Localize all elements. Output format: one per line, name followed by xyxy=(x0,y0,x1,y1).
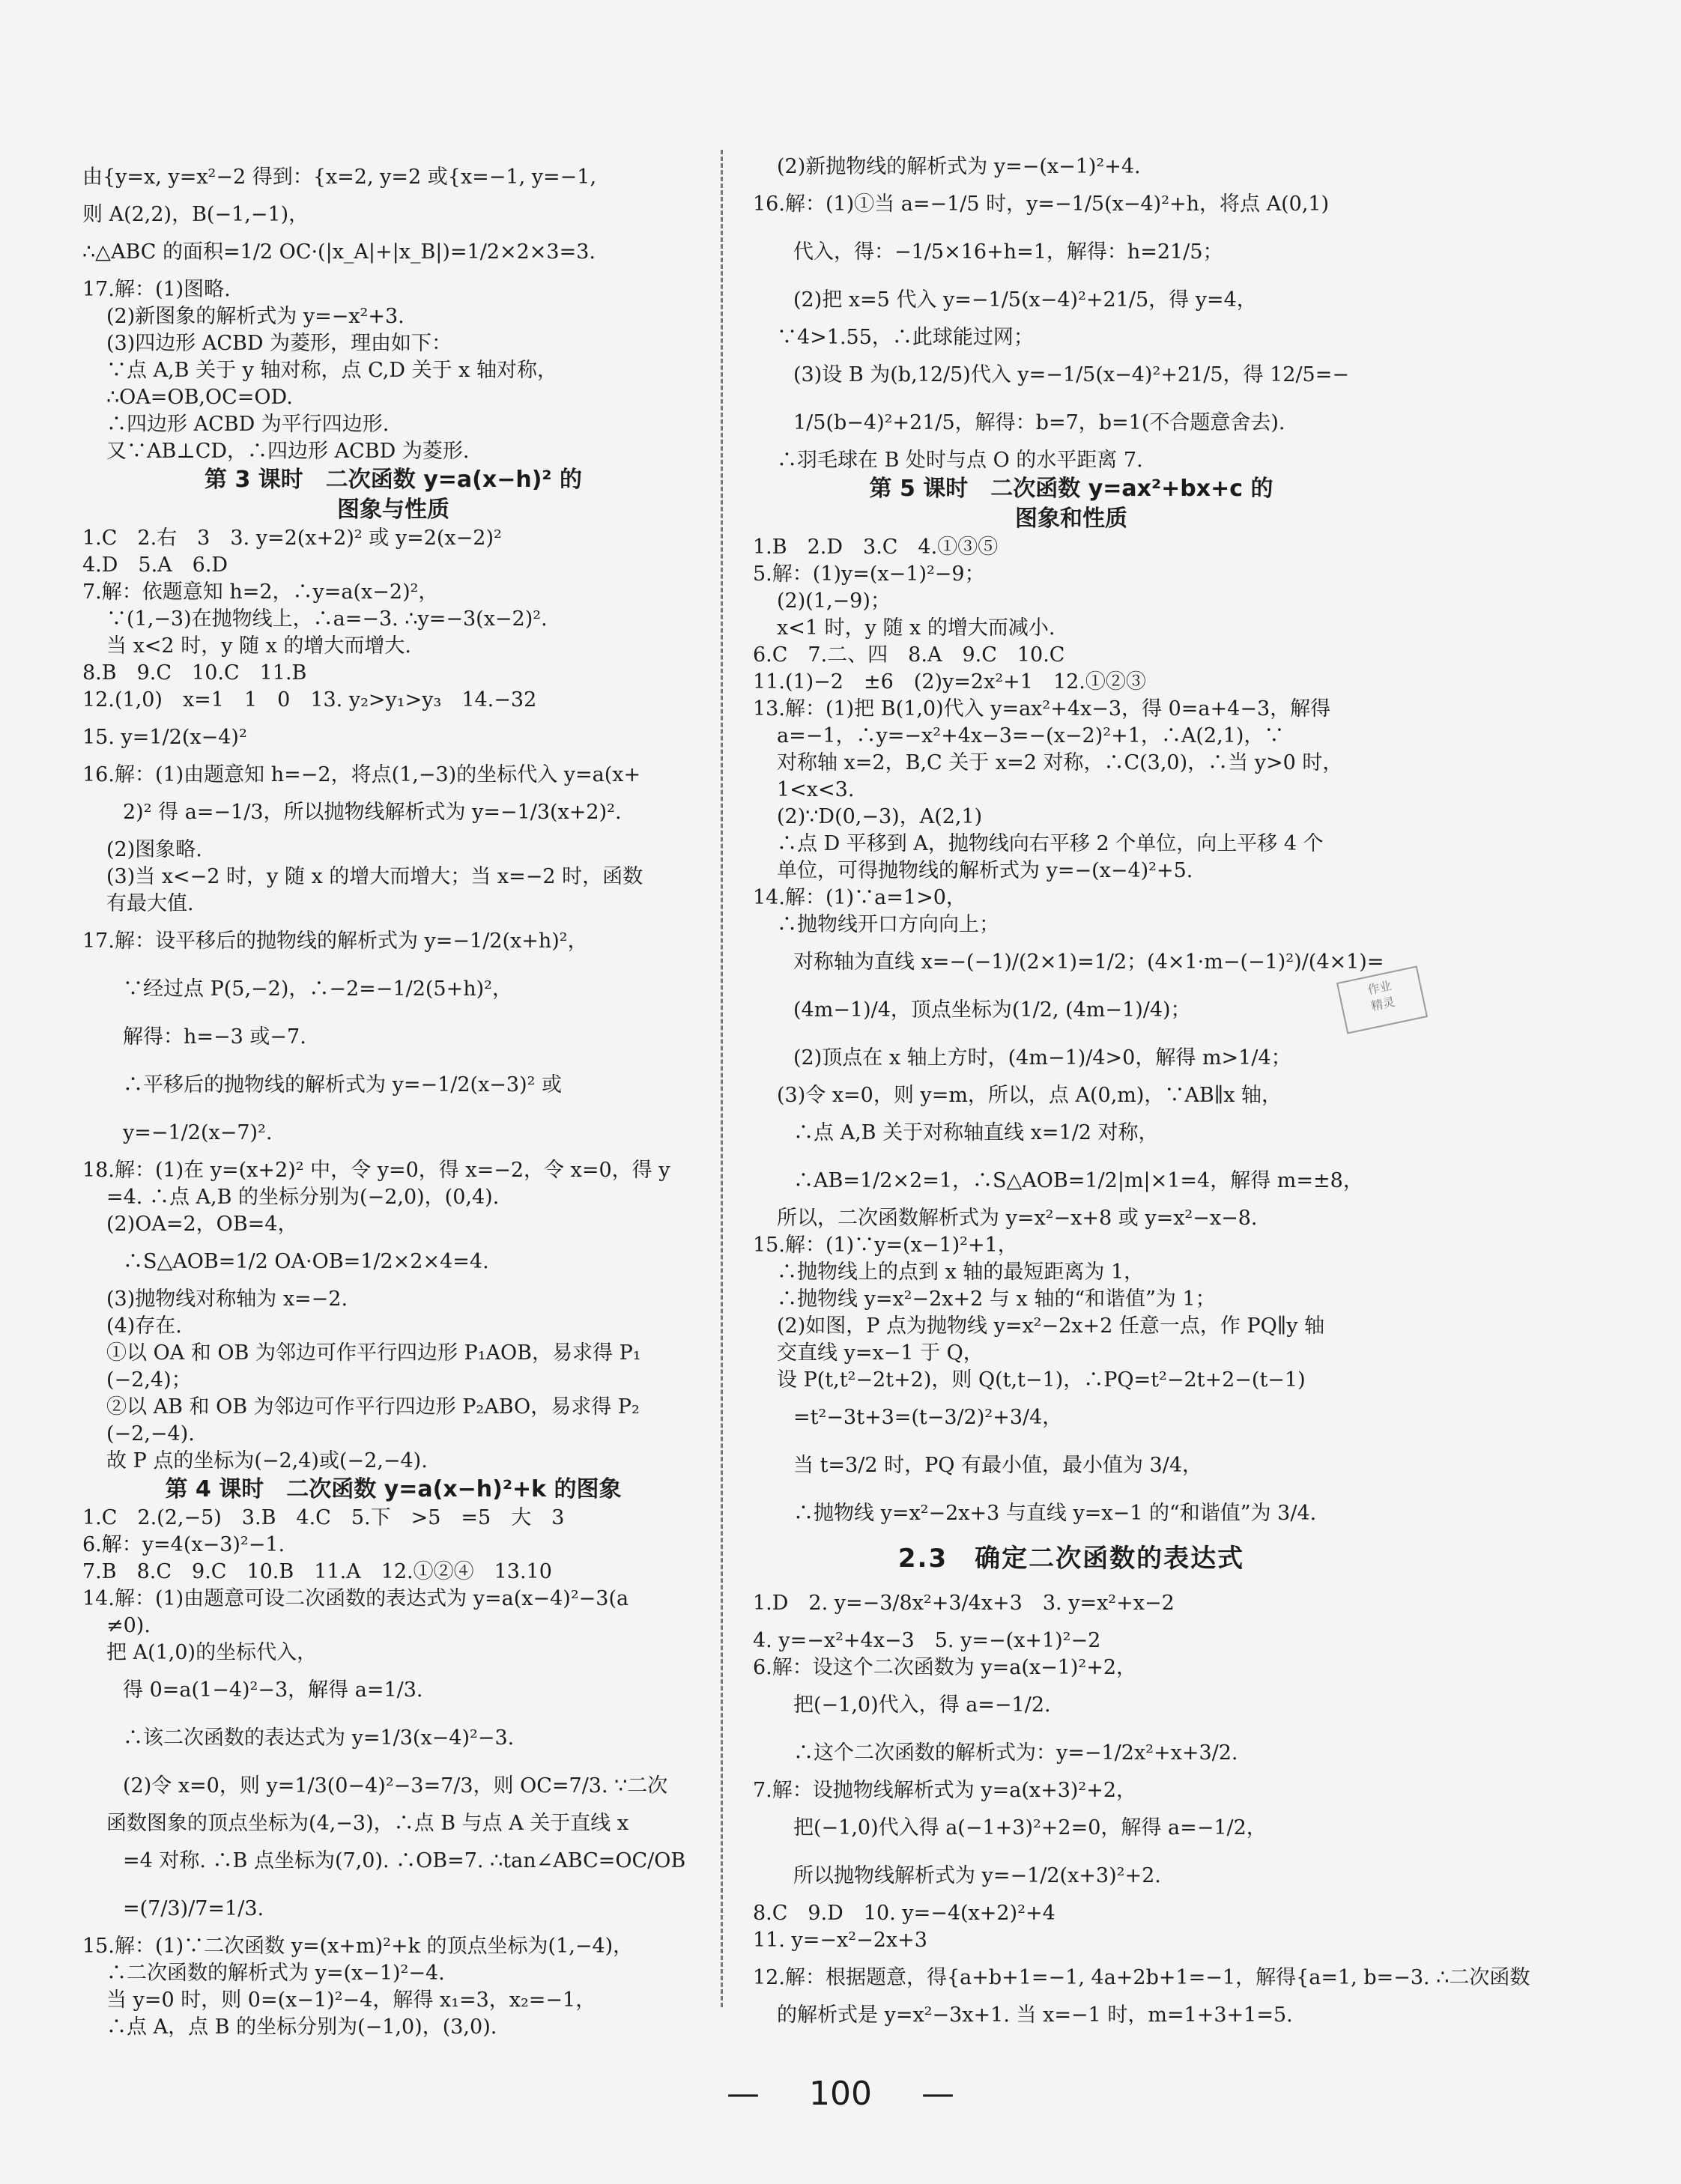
answer-line: 17.解：(1)图略. xyxy=(82,278,231,301)
answer-line: ①以 OA 和 OB 为邻边可作平行四边形 P₁AOB，易求得 P₁ xyxy=(106,1341,641,1365)
left-column xyxy=(82,154,704,2041)
answer-line: (2)新图象的解析式为 y=−x²+3. xyxy=(106,305,405,328)
answer-line: 有最大值. xyxy=(106,892,194,915)
answer-line: 14.解：(1)∵a=1>0， xyxy=(753,886,966,909)
answer-line: =4 对称. ∴B 点坐标为(7,0). ∴OB=7. ∴tan∠ABC=OC/OB xyxy=(82,1849,686,1872)
answer-line: (2)图象略. xyxy=(106,838,202,861)
answer-line: (2)如图，P 点为抛物线 y=x²−2x+2 任意一点，作 PQ∥y 轴 xyxy=(777,1314,1325,1338)
section-heading: 图象与性质 xyxy=(337,497,449,523)
answer-line: (−2,−4). xyxy=(106,1422,195,1446)
answer-line: 12.(1,0) x=1 1 0 13. y₂>y₁>y₃ 14.−32 xyxy=(82,688,537,712)
answer-line: (2)新抛物线的解析式为 y=−(x−1)²+4. xyxy=(777,155,1141,178)
answer-line: 1<x<3. xyxy=(777,778,855,801)
answer-line: ∴抛物线上的点到 x 轴的最短距离为 1， xyxy=(777,1261,1145,1284)
answer-line: 的解析式是 y=x²−3x+1. 当 x=−1 时，m=1+3+1=5. xyxy=(777,2003,1293,2027)
answer-line: 13.解：(1)把 B(1,0)代入 y=ax²+4x−3，得 0=a+4−3，解得 xyxy=(753,697,1331,721)
answer-line: 7.解：依题意知 h=2，∴y=a(x−2)²， xyxy=(82,580,439,604)
answer-line: 把(−1,0)代入，得 a=−1/2. xyxy=(753,1693,1051,1717)
answer-line: 对称轴 x=2，B,C 关于 x=2 对称，∴C(3,0)，∴当 y>0 时， xyxy=(777,751,1343,774)
answer-line: ∵(1,−3)在抛物线上，∴a=−3. ∴y=−3(x−2)². xyxy=(106,607,548,631)
answer-line: 1.D 2. y=−3/8x²+3/4x+3 3. y=x²+x−2 xyxy=(753,1592,1175,1615)
answer-line: ∴这个二次函数的解析式为：y=−1/2x²+x+3/2. xyxy=(753,1741,1238,1765)
chapter-heading: 2.3 确定二次函数的表达式 xyxy=(897,1544,1245,1574)
answer-line: ∵经过点 P(5,−2)，∴−2=−1/2(5+h)²， xyxy=(82,977,512,1001)
answer-line: 当 t=3/2 时，PQ 有最小值，最小值为 3/4， xyxy=(753,1454,1203,1477)
column-divider xyxy=(721,150,723,2007)
answer-line: 15.解：(1)∵y=(x−1)²+1， xyxy=(753,1234,1018,1257)
answer-line: 把 A(1,0)的坐标代入， xyxy=(106,1641,318,1664)
answer-line: 15.解：(1)∵二次函数 y=(x+m)²+k 的顶点坐标为(1,−4)， xyxy=(82,1935,634,1958)
answer-line: ∴S△AOB=1/2 OA·OB=1/2×2×4=4. xyxy=(82,1250,489,1273)
section-heading: 图象和性质 xyxy=(1015,506,1127,532)
answer-line: (2)∵D(0,−3)，A(2,1) xyxy=(777,805,983,828)
page-number: 100 xyxy=(809,2075,872,2113)
right-column xyxy=(753,154,1530,2029)
answer-line: x<1 时，y 随 x 的增大而减小. xyxy=(777,616,1055,640)
answer-line: 7.B 8.C 9.C 10.B 11.A 12.①②④ 13.10 xyxy=(82,1560,552,1583)
answer-line: 16.解：(1)由题意知 h=−2，将点(1,−3)的坐标代入 y=a(x+ xyxy=(82,763,641,786)
answer-line: 2)² 得 a=−1/3，所以抛物线解析式为 y=−1/3(x+2)². xyxy=(82,801,622,824)
answer-line: 15. y=1/2(x−4)² xyxy=(82,726,247,749)
answer-line: ∴平移后的抛物线的解析式为 y=−1/2(x−3)² 或 xyxy=(82,1073,563,1096)
section-heading: 第 3 课时 二次函数 y=a(x−h)² 的 xyxy=(205,467,582,493)
answer-line: ∴四边形 ACBD 为平行四边形. xyxy=(106,413,390,436)
answer-line: 4. y=−x²+4x−3 5. y=−(x+1)²−2 xyxy=(753,1629,1101,1652)
answer-line: ∵4>1.55，∴此球能过网； xyxy=(777,326,1034,349)
answer-line: 解得：h=−3 或−7. xyxy=(82,1025,306,1049)
answer-line: (2)OA=2，OB=4， xyxy=(106,1213,298,1236)
answer-line: (3)令 x=0，则 y=m，所以，点 A(0,m)，∵AB∥x 轴， xyxy=(777,1084,1282,1107)
answer-line: ∴点 A,B 关于对称轴直线 x=1/2 对称， xyxy=(753,1121,1159,1144)
answer-line: ∴点 A，点 B 的坐标分别为(−1,0)，(3,0). xyxy=(106,2015,497,2039)
answer-line: 5.解：(1)y=(x−1)²−9； xyxy=(753,562,985,586)
answer-line: =4. ∴点 A,B 的坐标分别为(−2,0)，(0,4). xyxy=(106,1186,500,1209)
answer-line: ∵点 A,B 关于 y 轴对称，点 C,D 关于 x 轴对称， xyxy=(106,359,557,382)
answer-line: 得 0=a(1−4)²−3，解得 a=1/3. xyxy=(82,1678,423,1702)
answer-line: ∴二次函数的解析式为 y=(x−1)²−4. xyxy=(106,1962,445,1985)
answer-line: 1.C 2.右 3 3. y=2(x+2)² 或 y=2(x−2)² xyxy=(82,527,502,550)
answer-line: ∴抛物线开口方向向上； xyxy=(777,913,999,936)
answer-line: (4)存在. xyxy=(106,1314,182,1338)
answer-line: (4m−1)/4，顶点坐标为(1/2, (4m−1)/4)； xyxy=(753,998,1191,1022)
answer-line: ∴该二次函数的表达式为 y=1/3(x−4)²−3. xyxy=(82,1726,515,1750)
answer-line: 单位，可得抛物线的解析式为 y=−(x−4)²+5. xyxy=(777,859,1193,882)
answer-line: ∴AB=1/2×2=1，∴S△AOB=1/2|m|×1=4，解得 m=±8， xyxy=(753,1169,1363,1192)
answer-line: 8.C 9.D 10. y=−4(x+2)²+4 xyxy=(753,1902,1055,1925)
answer-line: =(7/3)/7=1/3. xyxy=(82,1897,264,1920)
answer-line: 18.解：(1)在 y=(x+2)² 中，令 y=0，得 x=−2，令 x=0，得 y xyxy=(82,1159,670,1182)
answer-line: (2)令 x=0，则 y=1/3(0−4)²−3=7/3，则 OC=7/3. ∵二次 xyxy=(82,1774,668,1798)
answer-line: a=−1，∴y=−x²+4x−3=−(x−2)²+1，∴A(2,1)，∵ xyxy=(777,724,1285,747)
answer-line: 16.解：(1)①当 a=−1/5 时，y=−1/5(x−4)²+h，将点 A(0,1) xyxy=(753,192,1330,216)
answer-line: 设 P(t,t²−2t+2)，则 Q(t,t−1)，∴PQ=t²−2t+2−(t−1) xyxy=(777,1368,1306,1392)
watermark-stamp: 作业 精灵 xyxy=(1336,965,1428,1034)
answer-line: 对称轴为直线 x=−(−1)/(2×1)=1/2；(4×1·m−(−1)²)/(4×1)= xyxy=(753,950,1384,974)
answer-line: =t²−3t+3=(t−3/2)²+3/4， xyxy=(753,1406,1063,1429)
answer-line: 则 A(2,2)，B(−1,−1)， xyxy=(82,203,309,226)
answer-line: 14.解：(1)由题意可设二次函数的表达式为 y=a(x−4)²−3(a xyxy=(82,1587,629,1610)
answer-line: 交直线 y=x−1 于 Q， xyxy=(777,1341,984,1365)
answer-line: 又∵AB⊥CD，∴四边形 ACBD 为菱形. xyxy=(106,440,470,463)
answer-line: 1.C 2.(2,−5) 3.B 4.C 5.下 >5 =5 大 3 xyxy=(82,1506,565,1529)
answer-line: 函数图象的顶点坐标为(4,−3)，∴点 B 与点 A 关于直线 x xyxy=(106,1812,629,1835)
answer-line: 6.解：设这个二次函数为 y=a(x−1)²+2， xyxy=(753,1656,1137,1679)
answer-line: 所以，二次函数解析式为 y=x²−x+8 或 y=x²−x−8. xyxy=(777,1207,1258,1230)
answer-line: 故 P 点的坐标为(−2,4)或(−2,−4). xyxy=(106,1449,428,1472)
dash-right: — xyxy=(921,2075,954,2113)
answer-line: ∴羽毛球在 B 处时与点 O 的水平距离 7. xyxy=(777,449,1143,472)
answer-line: (3)四边形 ACBD 为菱形，理由如下： xyxy=(106,332,452,355)
answer-line: 6.C 7.二、四 8.A 9.C 10.C xyxy=(753,643,1065,667)
answer-line: 1.B 2.D 3.C 4.①③⑤ xyxy=(753,536,999,559)
answer-line: (3)抛物线对称轴为 x=−2. xyxy=(106,1287,348,1311)
dash-left: — xyxy=(727,2075,760,2113)
answer-line: 8.B 9.C 10.C 11.B xyxy=(82,661,307,685)
answer-line: ∴抛物线 y=x²−2x+3 与直线 y=x−1 的“和谐值”为 3/4. xyxy=(753,1502,1317,1525)
answer-line: 17.解：设平移后的抛物线的解析式为 y=−1/2(x+h)²， xyxy=(82,929,588,953)
section-heading: 第 4 课时 二次函数 y=a(x−h)²+k 的图象 xyxy=(165,1476,622,1502)
answer-line: ∴OA=OB,OC=OD. xyxy=(106,386,293,409)
answer-line: (−2,4)； xyxy=(106,1368,192,1392)
answer-line: 6.解：y=4(x−3)²−1. xyxy=(82,1533,285,1556)
answer-line: 11. y=−x²−2x+3 xyxy=(753,1929,927,1952)
answer-line: (3)当 x<−2 时，y 随 x 的增大而增大；当 x=−2 时，函数 xyxy=(106,865,643,888)
answer-line: 所以抛物线解析式为 y=−1/2(x+3)²+2. xyxy=(753,1864,1161,1887)
answer-line: ②以 AB 和 OB 为邻边可作平行四边形 P₂ABO，易求得 P₂ xyxy=(106,1395,640,1419)
answer-line: 4.D 5.A 6.D xyxy=(82,553,228,577)
answer-line: 7.解：设抛物线解析式为 y=a(x+3)²+2， xyxy=(753,1779,1137,1802)
answer-line: 由{y=x, y=x²−2 得到：{x=2, y=2 或{x=−1, y=−1, xyxy=(82,166,597,189)
answer-line: 把(−1,0)代入得 a(−1+3)²+2=0，解得 a=−1/2， xyxy=(753,1816,1267,1839)
answer-line: 11.(1)−2 ±6 (2)y=2x²+1 12.①②③ xyxy=(753,670,1146,694)
answer-line: (3)设 B 为(b,12/5)代入 y=−1/5(x−4)²+21/5，得 12/5=− xyxy=(753,363,1349,386)
answer-line: 当 x<2 时，y 随 x 的增大而增大. xyxy=(106,634,412,658)
answer-line: (2)顶点在 x 轴上方时，(4m−1)/4>0，解得 m>1/4； xyxy=(753,1046,1291,1070)
answer-line: ∴△ABC 的面积=1/2 OC·(|x_A|+|x_B|)=1/2×2×3=3. xyxy=(82,240,596,264)
answer-line: (2)(1,−9)； xyxy=(777,589,891,613)
page-number-footer xyxy=(0,2075,1681,2113)
answer-line: 1/5(b−4)²+21/5，解得：b=7，b=1(不合题意舍去). xyxy=(753,411,1285,434)
answer-line: 当 y=0 时，则 0=(x−1)²−4，解得 x₁=3，x₂=−1， xyxy=(106,1989,596,2012)
answer-line: ≠0). xyxy=(106,1614,151,1637)
answer-line: (2)把 x=5 代入 y=−1/5(x−4)²+21/5，得 y=4， xyxy=(753,288,1257,312)
answer-line: 12.解：根据题意，得{a+b+1=−1, 4a+2b+1=−1，解得{a=1, b=−3. ∴二次函数 xyxy=(753,1966,1530,1989)
answer-line: 代入，得：−1/5×16+h=1，解得：h=21/5； xyxy=(753,240,1223,264)
section-heading: 第 5 课时 二次函数 y=ax²+bx+c 的 xyxy=(869,476,1273,502)
answer-line: y=−1/2(x−7)². xyxy=(82,1121,273,1144)
answer-line: ∴点 D 平移到 A，抛物线向右平移 2 个单位，向上平移 4 个 xyxy=(777,832,1324,855)
answer-line: ∴抛物线 y=x²−2x+2 与 x 轴的“和谐值”为 1； xyxy=(777,1287,1216,1311)
